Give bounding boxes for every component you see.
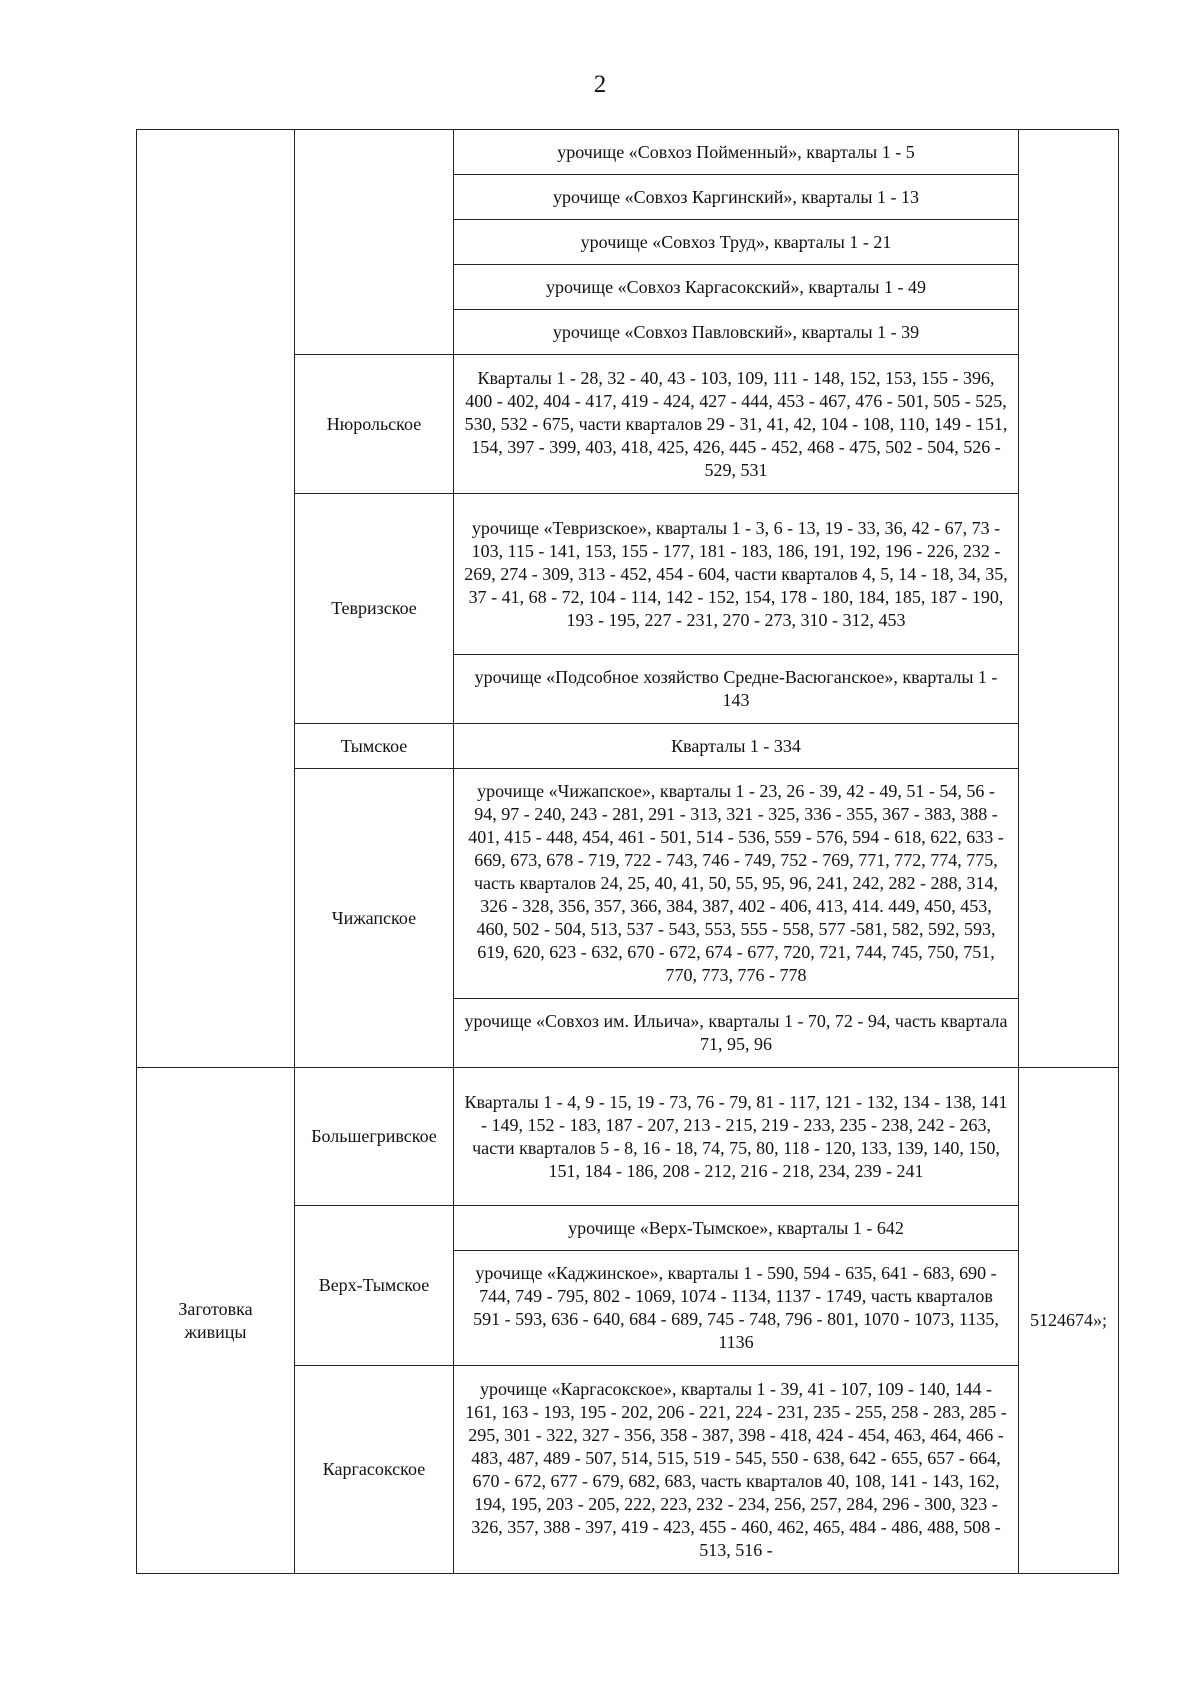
quarters-cell: урочище «Чижапское», кварталы 1 - 23, 26 - 39, 42 - 49, 51 - 54, 56 - 94, 97 - 240, 243 - 281, 291 - 313, 321 - 325, 336 - 355, 367 - 383, 388 - 401, 415 - 448, 454, 461 - 501, 514 - 536, 559 - 576, 594 - 618, 622, 633 - 669, 673, 678 - 719, 722 - 743, 746 - 749, 752 - 769, 771, 772, 774, 775, часть кварталов 24, 25, 40, 41, 50, 55, 95, 96, 241, 242, 282 - 288, 314, 326 - 328, 356, 357, 366, 384, 387, 402 - 406, 413, 414. 449, 450, 453, 460, 502 - 504, 513, 537 - 543, 553, 555 - 558, 577 -581, 582, 592, 593, 619, 620, 623 - 632, 670 - 672, 674 - 677, 720, 721, 744, 745, 750, 751, 770, 773, 776 - 778 — [454, 769, 1019, 999]
quarters-cell: урочище «Совхоз Каргасокский», кварталы 1 - 49 — [454, 265, 1019, 310]
quarters-cell: урочище «Совхоз Труд», кварталы 1 - 21 — [454, 220, 1019, 265]
forestry-cell: Нюрольское — [295, 355, 454, 494]
quarters-cell: урочище «Совхоз им. Ильича», кварталы 1 - 70, 72 - 94, часть квартала 71, 95, 96 — [454, 999, 1019, 1068]
forestry-cell — [295, 130, 454, 355]
volume-cell — [1019, 130, 1119, 1068]
forestry-cell: Каргасокское — [295, 1366, 454, 1574]
quarters-cell: урочище «Верх-Тымское», кварталы 1 - 642 — [454, 1206, 1019, 1251]
quarters-cell: урочище «Тевризское», кварталы 1 - 3, 6 - 13, 19 - 33, 36, 42 - 67, 73 - 103, 115 - 141, 153, 155 - 177, 181 - 183, 186, 191, 192, 196 - 226, 232 - 269, 274 - 309, 313 - 452, 454 - 604, части кварталов 4, 5, 14 - 18, 34, 35, 37 - 41, 68 - 72, 104 - 114, 142 - 152, 154, 178 - 180, 184, 185, 187 - 190, 193 - 195, 227 - 231, 270 - 273, 310 - 312, 453 — [454, 494, 1019, 655]
quarters-cell: Кварталы 1 - 28, 32 - 40, 43 - 103, 109, 111 - 148, 152, 153, 155 - 396, 400 - 402, 404 - 417, 419 - 424, 427 - 444, 453 - 467, 476 - 501, 505 - 525, 530, 532 - 675, части кварталов 29 - 31, 41, 42, 104 - 108, 110, 149 - 151, 154, 397 - 399, 403, 418, 425, 426, 445 - 452, 468 - 475, 502 - 504, 526 - 529, 531 — [454, 355, 1019, 494]
activity-cell — [137, 130, 295, 1068]
forestry-cell: Тевризское — [295, 494, 454, 724]
quarters-cell: Кварталы 1 - 334 — [454, 724, 1019, 769]
forestry-cell: Верх-Тымское — [295, 1206, 454, 1366]
quarters-cell: урочище «Совхоз Пойменный», кварталы 1 - 5 — [454, 130, 1019, 175]
quarters-cell: урочище «Каргасокское», кварталы 1 - 39, 41 - 107, 109 - 140, 144 - 161, 163 - 193, 195 - 202, 206 - 221, 224 - 231, 235 - 255, 258 - 283, 285 - 295, 301 - 322, 327 - 356, 358 - 387, 398 - 418, 424 - 454, 463, 464, 466 - 483, 487, 489 - 507, 514, 515, 519 - 545, 550 - 638, 642 - 655, 657 - 664, 670 - 672, 677 - 679, 682, 683, часть кварталов 40, 108, 141 - 143, 162, 194, 195, 203 - 205, 222, 223, 232 - 234, 256, 257, 284, 296 - 300, 323 - 326, 357, 388 - 397, 419 - 423, 455 - 460, 462, 465, 484 - 486, 488, 508 - 513, 516 - — [454, 1366, 1019, 1574]
table-row — [137, 1068, 1119, 1206]
quarters-cell: Кварталы 1 - 4, 9 - 15, 19 - 73, 76 - 79, 81 - 117, 121 - 132, 134 - 138, 141 - 149, 152 - 183, 187 - 207, 213 - 215, 219 - 233, 235 - 238, 242 - 263, части кварталов 5 - 8, 16 - 18, 74, 75, 80, 118 - 120, 133, 139, 140, 150, 151, 184 - 186, 208 - 212, 216 - 218, 234, 239 - 241 — [454, 1068, 1019, 1206]
activity-cell: Заготовка живицы — [137, 1068, 295, 1574]
forestry-cell: Чижапское — [295, 769, 454, 1068]
quarters-cell: урочище «Совхоз Каргинский», кварталы 1 - 13 — [454, 175, 1019, 220]
volume-cell: 5124674»; — [1019, 1068, 1119, 1574]
quarters-cell: урочище «Каджинское», кварталы 1 - 590, 594 - 635, 641 - 683, 690 - 744, 749 - 795, 802 - 1069, 1074 - 1134, 1137 - 1749, часть кварталов 591 - 593, 636 - 640, 684 - 689, 745 - 748, 796 - 801, 1070 - 1073, 1135, 1136 — [454, 1251, 1019, 1366]
page-number: 2 — [593, 71, 607, 98]
quarters-cell: урочище «Совхоз Павловский», кварталы 1 - 39 — [454, 310, 1019, 355]
forestry-cell: Большегривское — [295, 1068, 454, 1206]
forestry-cell: Тымское — [295, 724, 454, 769]
forest-districts-table — [136, 129, 1119, 1574]
table-row — [137, 130, 1119, 175]
quarters-cell: урочище «Подсобное хозяйство Средне-Васюганское», кварталы 1 - 143 — [454, 655, 1019, 724]
